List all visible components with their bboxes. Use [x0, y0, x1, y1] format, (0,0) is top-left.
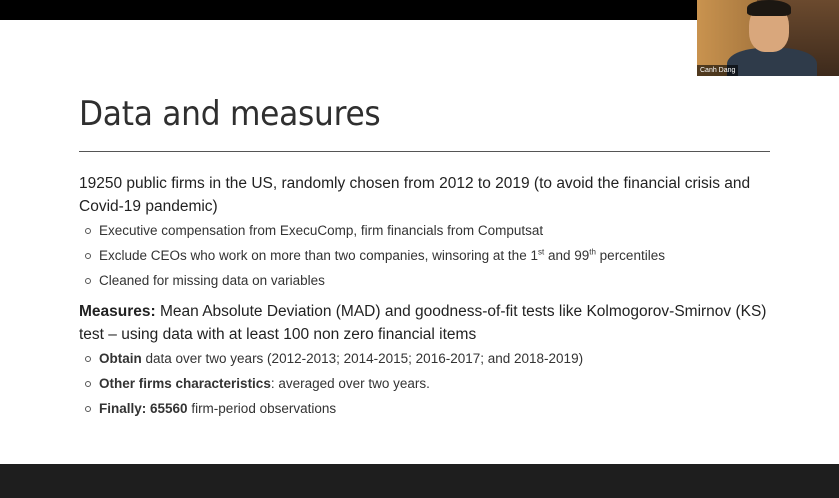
participant-video-tile[interactable]	[697, 0, 839, 76]
bullet-text: Cleaned for missing data on variables	[99, 273, 325, 288]
bullet-text-before: Exclude CEOs who work on more than two companies, winsoring at the 1	[99, 248, 538, 263]
intro-bullet-list	[79, 222, 769, 289]
participant-shirt	[727, 48, 817, 76]
participant-name-label: Canh Dang	[697, 65, 738, 76]
slide-title: Data and measures	[79, 94, 381, 134]
presentation-slide	[0, 20, 839, 464]
bullet-icon	[85, 278, 91, 284]
bullet-icon	[85, 381, 91, 387]
bullet-icon	[85, 406, 91, 412]
superscript-st: st	[537, 247, 545, 257]
bullet-icon	[85, 356, 91, 362]
measures-bullet-list	[79, 350, 769, 417]
measures-paragraph	[79, 300, 769, 346]
bullet-icon	[85, 228, 91, 234]
bullet-bold-text: Finally: 65560	[99, 401, 188, 416]
list-item	[79, 375, 769, 392]
list-item	[79, 247, 769, 264]
bullet-text: Executive compensation from ExecuComp, firm financials from Computsat	[99, 223, 544, 238]
bullet-bold-text: Obtain	[99, 351, 142, 366]
bullet-text: data over two years (2012-2013; 2014-2015; 2016-2017; and 2018-2019)	[141, 351, 584, 366]
measures-text: Mean Absolute Deviation (MAD) and goodness-of-fit tests like Kolmogorov-Smirnov (KS) test – using data with at least 100 non zero financial items	[79, 303, 767, 343]
list-item	[79, 272, 769, 289]
intro-paragraph: 19250 public firms in the US, randomly chosen from 2012 to 2019 (to avoid the financial crisis and Covid-19 pandemic)	[79, 175, 751, 215]
bullet-icon	[85, 253, 91, 259]
bullet-text-after: percentiles	[595, 248, 665, 263]
slide-content	[79, 172, 769, 425]
list-item	[79, 400, 769, 417]
bullet-bold-text: Other firms characteristics	[99, 376, 271, 391]
bullet-text: : averaged over two years.	[270, 376, 430, 391]
superscript-th: th	[589, 247, 596, 257]
list-item	[79, 350, 769, 367]
bullet-text-middle: and 99	[544, 248, 590, 263]
measures-label: Measures:	[79, 303, 156, 320]
bottom-bar	[0, 464, 839, 498]
title-divider	[79, 151, 770, 152]
list-item	[79, 222, 769, 239]
participant-hair	[747, 0, 791, 16]
bullet-text: firm-period observations	[187, 401, 337, 416]
